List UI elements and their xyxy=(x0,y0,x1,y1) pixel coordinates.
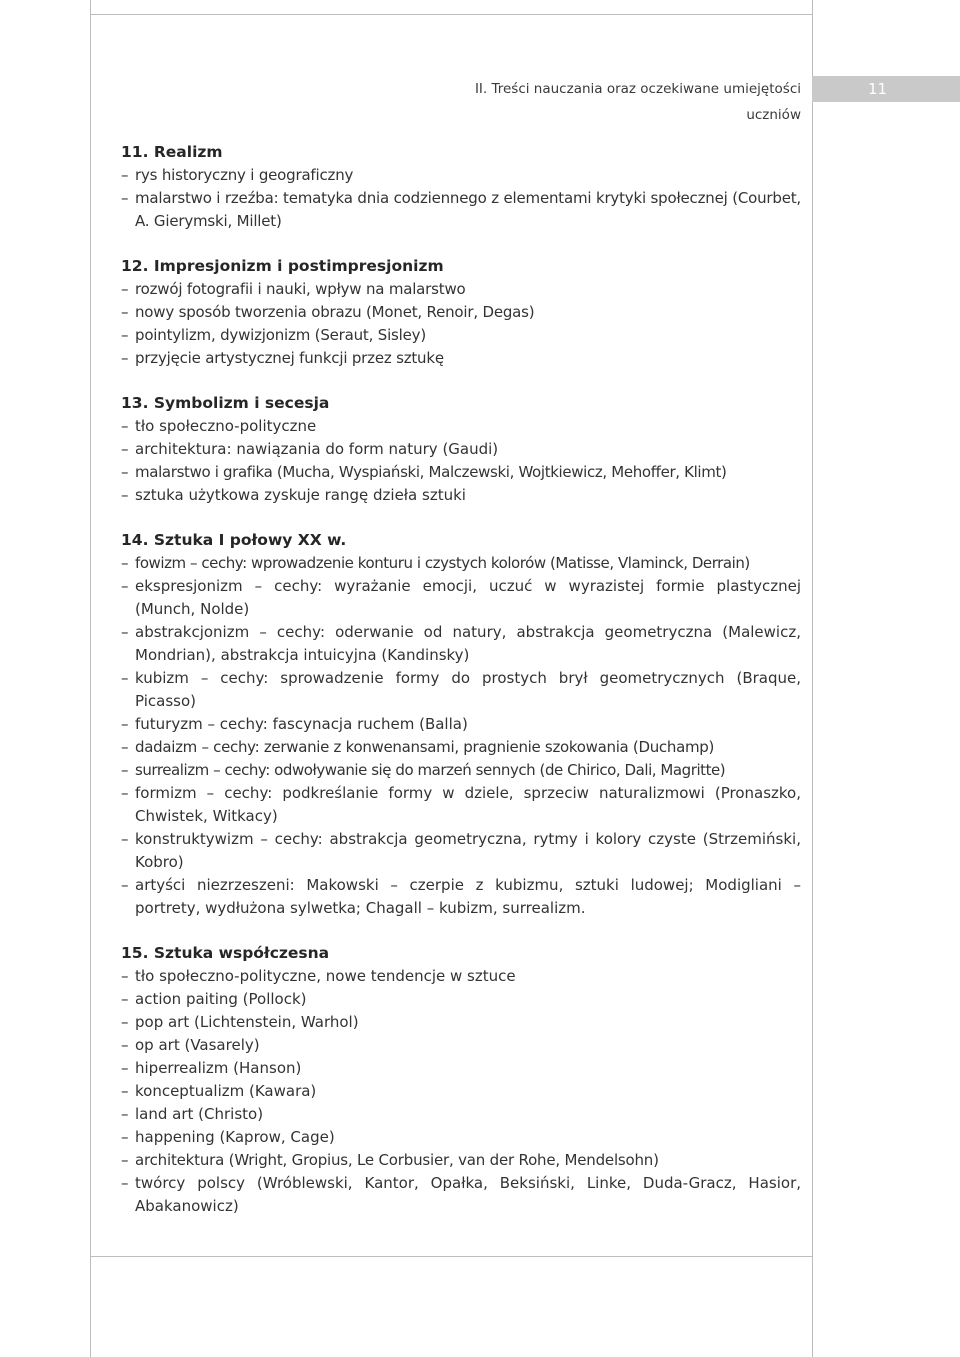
dash-bullet: – xyxy=(121,876,129,894)
document-body xyxy=(121,141,801,1240)
list-item: – architektura (Wright, Gropius, Le Corbusier, van der Rohe, Mendelsohn) xyxy=(121,1149,801,1172)
list-item: – surrealizm – cechy: odwoływanie się do marzeń sennych (de Chirico, Dali, Magritte) xyxy=(121,759,801,782)
dash-bullet: – xyxy=(121,738,129,756)
section-realizm xyxy=(121,141,801,233)
list-item: – artyści niezrzeszeni: Makowski – czerpie z kubizmu, sztuki ludowej; Modigliani – portrety, wydłużona sylwetka; Chagall – kubizm, surrealizm. xyxy=(121,876,801,917)
section-heading: 12. Impresjonizm i postimpresjonizm xyxy=(121,257,444,275)
list-item: – konceptualizm (Kawara) xyxy=(121,1080,801,1103)
dash-bullet: – xyxy=(121,349,129,367)
dash-bullet: – xyxy=(121,967,129,985)
dash-bullet: – xyxy=(121,554,129,572)
section-heading: 13. Symbolizm i secesja xyxy=(121,394,330,412)
dash-bullet: – xyxy=(121,417,129,435)
dash-bullet: – xyxy=(121,784,129,802)
section-sztuka-i-polowy xyxy=(121,529,801,920)
list-item: – land art (Christo) xyxy=(121,1103,801,1126)
list-item: – tło społeczno-polityczne, nowe tendencje w sztuce xyxy=(121,965,801,988)
dash-bullet: – xyxy=(121,623,129,641)
dash-bullet: – xyxy=(121,990,129,1008)
dash-bullet: – xyxy=(121,1128,129,1146)
section-heading: 15. Sztuka współczesna xyxy=(121,944,330,962)
dash-bullet: – xyxy=(121,715,129,733)
dash-bullet: – xyxy=(121,761,129,779)
dash-bullet: – xyxy=(121,1013,129,1031)
dash-bullet: – xyxy=(121,486,129,504)
list-item: – konstruktywizm – cechy: abstrakcja geometryczna, rytmy i kolory czyste (Strzemiński, Kobro) xyxy=(121,830,801,871)
list-item: – happening (Kaprow, Cage) xyxy=(121,1126,801,1149)
dash-bullet: – xyxy=(121,280,129,298)
section-heading: 11. Realizm xyxy=(121,143,223,161)
list-item: – action paiting (Pollock) xyxy=(121,988,801,1011)
page-number: 11 xyxy=(812,76,960,102)
dash-bullet: – xyxy=(121,303,129,321)
list-item: – formizm – cechy: podkreślanie formy w dziele, sprzeciw naturalizmowi (Pronaszko, Chwistek, Witkacy) xyxy=(121,784,801,825)
left-margin-rule xyxy=(90,0,91,1357)
list-item: – malarstwo i grafika (Mucha, Wyspiański, Malczewski, Wojtkiewicz, Mehoffer, Klimt) xyxy=(121,461,801,484)
list-item: – op art (Vasarely) xyxy=(121,1034,801,1057)
list-item: – fowizm – cechy: wprowadzenie konturu i czystych kolorów (Matisse, Vlaminck, Derrain) xyxy=(121,552,801,575)
list-item: – pop art (Lichtenstein, Warhol) xyxy=(121,1011,801,1034)
list-item: – rys historyczny i geograficzny xyxy=(121,164,801,187)
dash-bullet: – xyxy=(121,1174,129,1192)
list-item: – rozwój fotografii i nauki, wpływ na malarstwo xyxy=(121,278,801,301)
section-symbolizm xyxy=(121,392,801,507)
list-item: – tło społeczno-polityczne xyxy=(121,415,801,438)
dash-bullet: – xyxy=(121,326,129,344)
right-margin-rule xyxy=(812,0,813,1357)
list-item: – pointylizm, dywizjonizm (Seraut, Sisley) xyxy=(121,324,801,347)
bottom-rule xyxy=(90,1256,812,1257)
dash-bullet: – xyxy=(121,1036,129,1054)
dash-bullet: – xyxy=(121,463,129,481)
chapter-title: II. Treści nauczania oraz oczekiwane umiejętości uczniów xyxy=(474,81,801,123)
section-heading: 14. Sztuka I połowy XX w. xyxy=(121,531,347,549)
top-rule xyxy=(90,14,812,15)
list-item: – hiperrealizm (Hanson) xyxy=(121,1057,801,1080)
dash-bullet: – xyxy=(121,166,129,184)
dash-bullet: – xyxy=(121,830,129,848)
list-item: – kubizm – cechy: sprowadzenie formy do prostych brył geometrycznych (Braque, Picasso) xyxy=(121,669,801,710)
list-item: – futuryzm – cechy: fascynacja ruchem (Balla) xyxy=(121,713,801,736)
list-item: – dadaizm – cechy: zerwanie z konwenansami, pragnienie szokowania (Duchamp) xyxy=(121,736,801,759)
dash-bullet: – xyxy=(121,1151,129,1169)
list-item: – ekspresjonizm – cechy: wyrażanie emocji, uczuć w wyrazistej formie plastycznej (Munch, Nolde) xyxy=(121,577,801,618)
section-impresjonizm xyxy=(121,255,801,370)
dash-bullet: – xyxy=(121,1082,129,1100)
dash-bullet: – xyxy=(121,1105,129,1123)
list-item: – abstrakcjonizm – cechy: oderwanie od natury, abstrakcja geometryczna (Malewicz, Mondrian), abstrakcja intuicyjna (Kandinsky) xyxy=(121,623,801,664)
list-item: – malarstwo i rzeźba: tematyka dnia codziennego z elementami krytyki społecznej (Courbet, A. Gierymski, Millet) xyxy=(121,189,801,230)
list-item: – twórcy polscy (Wróblewski, Kantor, Opałka, Beksiński, Linke, Duda-Gracz, Hasior, Abakanowicz) xyxy=(121,1174,801,1215)
dash-bullet: – xyxy=(121,1059,129,1077)
dash-bullet: – xyxy=(121,440,129,458)
section-sztuka-wspolczesna xyxy=(121,942,801,1218)
list-item: – architektura: nawiązania do form natury (Gaudi) xyxy=(121,438,801,461)
dash-bullet: – xyxy=(121,577,129,595)
list-item: – nowy sposób tworzenia obrazu (Monet, Renoir, Degas) xyxy=(121,301,801,324)
dash-bullet: – xyxy=(121,189,129,207)
list-item: – sztuka użytkowa zyskuje rangę dzieła sztuki xyxy=(121,484,801,507)
dash-bullet: – xyxy=(121,669,129,687)
list-item: – przyjęcie artystycznej funkcji przez sztukę xyxy=(121,347,801,370)
